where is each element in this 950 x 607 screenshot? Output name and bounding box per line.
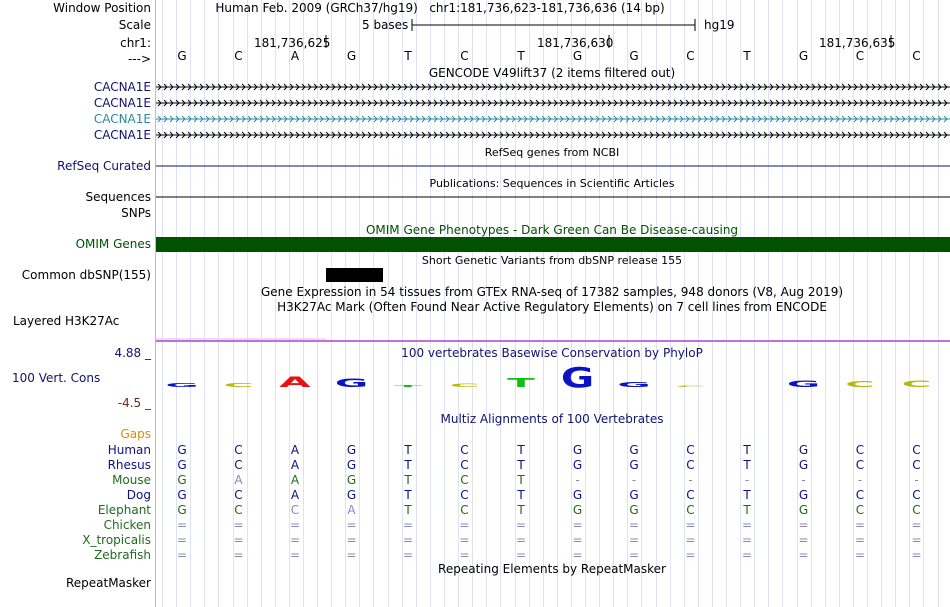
strand-label: ---> [127, 52, 151, 66]
species-label[interactable]: Rhesus [107, 458, 151, 472]
alignment-base: G [346, 488, 357, 502]
scale-bar-label: 5 bases [362, 18, 409, 32]
scale-label: Scale [118, 18, 151, 32]
chrom-label: chr1: [120, 36, 151, 50]
track-label-cacna1e-1[interactable]: CACNA1E [93, 80, 151, 94]
alignment-base: C [912, 488, 921, 502]
track-label-cacna1e-4[interactable]: CACNA1E [93, 128, 151, 142]
alignment-base: = [515, 548, 527, 562]
alignment-base: = [628, 533, 640, 547]
alignment-base: C [460, 458, 469, 472]
alignment-base: = [176, 518, 188, 532]
track-label-panel [0, 0, 155, 607]
alignment-base: = [685, 548, 696, 562]
alignment-base: - [801, 473, 806, 487]
alignment-base: = [402, 533, 414, 547]
scale-bar [412, 19, 695, 31]
phylop-logo [165, 362, 931, 394]
alignment-base: = [233, 548, 244, 562]
refseq-track-title: RefSeq genes from NCBI [484, 146, 620, 159]
alignment-base: = [515, 533, 527, 547]
ruler-tick-marks [326, 35, 891, 48]
alignment-base: G [798, 488, 809, 502]
alignment-base: = [233, 518, 244, 532]
phylop-logo-glyph: C [223, 381, 254, 389]
alignment-base: T [743, 503, 751, 517]
track-label-omim[interactable]: OMIM Genes [75, 237, 151, 251]
alignment-base: G [346, 443, 357, 457]
alignment-base: = [176, 548, 188, 562]
phylop-track-title: 100 vertebrates Basewise Conservation by PhyloP [401, 346, 703, 360]
alignment-base: - [688, 473, 693, 487]
ruler-tick-1: 181,736,625 [254, 36, 331, 50]
alignment-base: C [234, 503, 243, 517]
alignment-base: C [234, 458, 243, 472]
species-label[interactable]: Human [107, 443, 151, 457]
alignment-base: C [912, 458, 921, 472]
alignment-base: G [177, 473, 187, 487]
alignment-base: A [347, 503, 356, 517]
reference-base: C [855, 49, 865, 63]
alignment-base: G [798, 458, 809, 472]
conservation-max-label: 4.88 _ [114, 346, 151, 360]
alignment-base: - [575, 473, 580, 487]
alignment-base: T [517, 443, 525, 457]
alignment-base: T [743, 443, 751, 457]
alignment-base: T [517, 488, 525, 502]
alignment-base: = [854, 533, 866, 547]
gencode-transcripts [156, 84, 950, 138]
alignment-base: G [177, 458, 187, 472]
alignment-base: T [404, 488, 412, 502]
phylop-logo-glyph: A [279, 374, 311, 391]
phylop-logo-glyph: C [845, 379, 875, 389]
alignment-base: = [346, 533, 357, 547]
track-label-100-vert-cons[interactable]: 100 Vert. Cons [12, 371, 101, 385]
phylop-logo-glyph: T [394, 384, 422, 388]
reference-base: T [743, 49, 751, 63]
alignment-base: G [177, 443, 187, 457]
alignment-base: G [177, 488, 187, 502]
phylop-logo-glyph: G [165, 381, 199, 389]
alignment-base: = [798, 533, 809, 547]
alignment-base: = [685, 533, 696, 547]
phylop-logo-glyph: G [786, 379, 821, 390]
alignment-base: = [741, 518, 753, 532]
alignment-base: C [460, 488, 469, 502]
dbsnp-variant [326, 268, 383, 282]
phylop-logo-glyph: C [449, 383, 480, 389]
alignment-base: = [911, 548, 922, 562]
track-label-repeatmasker[interactable]: RepeatMasker [65, 576, 151, 590]
track-label-refseq[interactable]: RefSeq Curated [57, 159, 151, 173]
reference-base: G [572, 49, 583, 63]
alignment-base: = [572, 518, 583, 532]
alignment-base: = [289, 518, 301, 532]
reference-base: T [404, 49, 412, 63]
species-label[interactable]: Mouse [112, 473, 151, 487]
alignment-base: = [854, 548, 866, 562]
omim-feature [156, 237, 950, 252]
alignment-base: C [855, 443, 865, 457]
alignment-base: G [629, 443, 639, 457]
ruler-tick-2: 181,736,630 [537, 36, 614, 50]
reference-base: G [798, 49, 809, 63]
alignment-base: = [402, 548, 414, 562]
alignment-base: G [346, 458, 357, 472]
alignment-base: C [686, 488, 695, 502]
alignment-base: T [517, 458, 525, 472]
repeatmasker-track-title: Repeating Elements by RepeatMasker [438, 562, 666, 576]
scale-assembly-label: hg19 [704, 18, 735, 32]
ruler-tick-3: 181,736,635 [819, 36, 896, 50]
publications-track-title: Publications: Sequences in Scientific Articles [429, 177, 675, 190]
alignment-base: - [744, 473, 750, 487]
phylop-logo-glyph: G [560, 362, 595, 395]
track-label-cacna1e-3[interactable]: CACNA1E [93, 112, 151, 126]
dbsnp-track-title: Short Genetic Variants from dbSNP release 155 [421, 254, 683, 267]
alignment-base: T [517, 473, 525, 487]
alignment-base: A [290, 488, 300, 502]
reference-base: C [912, 49, 921, 63]
alignment-base: C [855, 458, 865, 472]
alignment-base: = [741, 548, 753, 562]
alignment-base: = [911, 533, 922, 547]
alignment-base: = [741, 533, 753, 547]
track-graphics [156, 0, 950, 607]
reference-base: A [290, 49, 300, 63]
alignment-base: = [459, 548, 470, 562]
alignment-base: = [402, 518, 414, 532]
alignment-base: = [289, 533, 301, 547]
alignment-base: = [289, 548, 301, 562]
species-label[interactable]: Elephant [97, 503, 151, 517]
alignment-base: C [460, 473, 469, 487]
alignment-base: G [629, 488, 639, 502]
alignment-base: T [404, 443, 412, 457]
alignment-base: = [176, 533, 188, 547]
alignment-base: = [854, 518, 866, 532]
species-label[interactable]: Zebrafish [94, 548, 151, 562]
alignment-base: C [855, 503, 865, 517]
alignment-base: = [685, 518, 696, 532]
alignment-base: T [404, 473, 412, 487]
alignment-base: - [857, 473, 863, 487]
alignment-base: = [515, 518, 527, 532]
alignment-base: G [798, 503, 809, 517]
reference-base: C [234, 49, 243, 63]
alignment-base: T [404, 458, 412, 472]
reference-base: G [177, 49, 187, 63]
alignment-base: G [629, 503, 639, 517]
reference-base: C [686, 49, 695, 63]
alignment-base: - [631, 473, 637, 487]
alignment-base: G [572, 503, 583, 517]
alignment-base: C [460, 503, 469, 517]
alignment-base: C [460, 443, 469, 457]
alignment-base: = [233, 533, 244, 547]
alignment-base: G [629, 458, 639, 472]
species-label[interactable]: X_tropicalis [82, 533, 151, 547]
alignment-base: C [686, 458, 695, 472]
alignment-base: T [404, 503, 412, 517]
alignment-base: = [572, 548, 583, 562]
track-label-sequences[interactable]: Sequences [85, 190, 151, 204]
phylop-logo-glyph: T [507, 375, 535, 391]
alignment-base: A [290, 458, 300, 472]
alignment-base: T [517, 503, 525, 517]
reference-base: C [460, 49, 469, 63]
alignment-base: C [234, 488, 243, 502]
alignment-base: T [743, 488, 751, 502]
alignment-base: A [290, 473, 300, 487]
reference-base: G [629, 49, 639, 63]
omim-track-title: OMIM Gene Phenotypes - Dark Green Can Be Disease-causing [365, 223, 739, 237]
reference-base: T [517, 49, 525, 63]
track-label-snps[interactable]: SNPs [121, 206, 151, 220]
alignment-base: = [798, 548, 809, 562]
alignment-base: = [911, 518, 922, 532]
species-label[interactable]: Chicken [103, 518, 151, 532]
alignment-base: = [346, 518, 357, 532]
alignment-base: = [459, 518, 470, 532]
alignment-base: A [290, 443, 300, 457]
alignment-base: G [572, 443, 583, 457]
alignment-base: = [798, 518, 809, 532]
phylop-logo-glyph: C [901, 378, 932, 390]
phylop-logo-glyph: G [334, 376, 369, 391]
alignment-base: = [628, 548, 640, 562]
alignment-base: C [686, 503, 695, 517]
alignment-base: = [572, 533, 583, 547]
position-readout[interactable]: chr1:181,736,623-181,736,636 (14 bp) [429, 1, 665, 15]
alignment-base: G [177, 503, 187, 517]
phylop-logo-glyph: G [617, 380, 651, 389]
conservation-min-label: -4.5 _ [117, 396, 151, 410]
h3k27ac-track-title: H3K27Ac Mark (Often Found Near Active Regulatory Elements) on 7 cell lines from ENCODE [277, 300, 827, 314]
alignment-base: C [912, 443, 921, 457]
alignment-base: C [686, 443, 695, 457]
alignment-base: T [743, 458, 751, 472]
track-label-dbsnp[interactable]: Common dbSNP(155) [21, 268, 151, 282]
alignment-base: C [912, 503, 921, 517]
gtex-track-title: Gene Expression in 54 tissues from GTEx RNA-seq of 17382 samples, 948 donors (V8, Aug 2019) [260, 285, 844, 299]
alignment-base: - [914, 473, 919, 487]
alignment-base: C [234, 443, 243, 457]
alignment-base: G [346, 473, 357, 487]
alignment-base: G [572, 488, 583, 502]
gencode-track-title: GENCODE V49lift37 (2 items filtered out) [428, 66, 676, 80]
phylop-logo-glyph: C [675, 385, 706, 388]
alignment-base: = [628, 518, 640, 532]
multiz-track-title: Multiz Alignments of 100 Vertebrates [440, 412, 664, 426]
track-label-h3k27ac[interactable]: Layered H3K27Ac [13, 314, 120, 328]
reference-base: G [346, 49, 357, 63]
window-position-label: Window Position [53, 1, 151, 15]
track-image-area[interactable] [156, 0, 950, 607]
alignment-base: A [234, 473, 243, 487]
alignment-base: C [855, 488, 865, 502]
alignment-base: G [798, 443, 809, 457]
track-label-gaps[interactable]: Gaps [120, 427, 151, 441]
species-label[interactable]: Dog [126, 488, 151, 502]
track-label-cacna1e-2[interactable]: CACNA1E [93, 96, 151, 110]
assembly-title: Human Feb. 2009 (GRCh37/hg19) [215, 1, 418, 15]
alignment-base: = [346, 548, 357, 562]
alignment-base: G [572, 458, 583, 472]
alignment-base: C [290, 503, 300, 517]
alignment-base: = [459, 533, 470, 547]
